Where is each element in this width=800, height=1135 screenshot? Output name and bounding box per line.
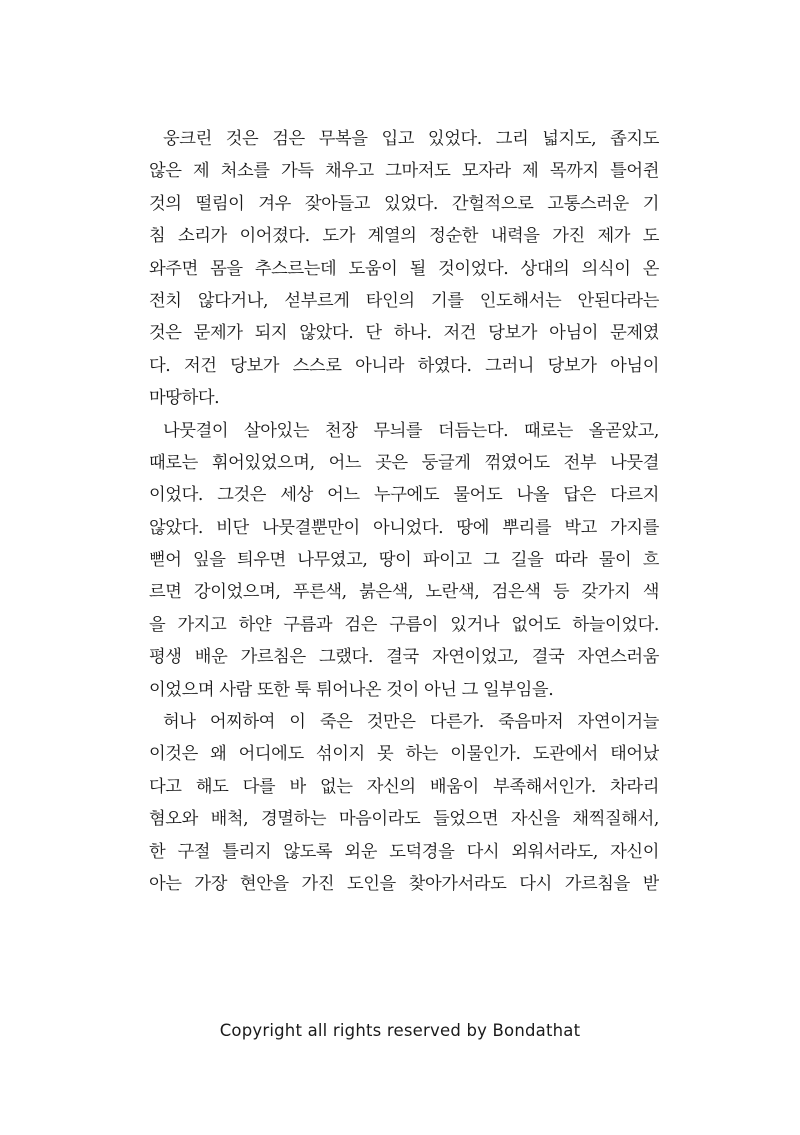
text-line-p3-6: 아는 가장 현안을 가진 도인을 찾아가서라도 다시 가르침을 받: [149, 873, 659, 894]
copyright-footer: Copyright all rights reserved by Bondathat: [219, 1021, 581, 1040]
text-line-p2-9: 이었으며 사람 또한 툭 튀어나온 것이 아닌 그 일부임을.: [149, 679, 554, 700]
text-line-p1-1: 웅크린 것은 검은 무복을 입고 있었다. 그리 넓지도, 좁지도: [163, 129, 659, 149]
text-line-p2-3: 이었다. 그것은 세상 어느 누구에도 물어도 나올 답은 다르지: [149, 485, 659, 506]
text-line-p1-7: 것은 문제가 되지 않았다. 단 하나. 저건 당보가 아님이 문제였: [149, 323, 659, 344]
text-line-p2-2: 때로는 휘어있었으며, 어느 곳은 둥글게 꺾였어도 전부 나뭇결: [149, 452, 659, 473]
text-line-p1-3: 것의 떨림이 겨우 잦아들고 있었다. 간헐적으로 고통스러운 기: [149, 193, 659, 214]
text-line-p3-3: 다고 해도 다를 바 없는 자신의 배움이 부족해서인가. 차라리: [149, 776, 659, 797]
text-line-p1-4: 침 소리가 이어졌다. 도가 계열의 정순한 내력을 가진 제가 도: [149, 226, 659, 247]
text-line-p3-1: 허나 어찌하여 이 죽은 것만은 다른가. 죽음마저 자연이거늘: [163, 712, 659, 733]
text-line-p3-2: 이것은 왜 어디에도 섞이지 못 하는 이물인가. 도관에서 태어났: [149, 744, 659, 765]
text-line-p1-5: 와주면 몸을 추스르는데 도움이 될 것이었다. 상대의 의식이 온: [149, 258, 659, 279]
text-line-p2-8: 평생 배운 가르침은 그랬다. 결국 자연이었고, 결국 자연스러움: [149, 647, 659, 668]
text-line-p1-8: 다. 저건 당보가 스스로 아니라 하였다. 그러니 당보가 아님이: [149, 355, 659, 376]
text-line-p3-4: 혐오와 배척, 경멸하는 마음이라도 들었으면 자신을 채찍질해서,: [149, 809, 659, 830]
text-line-p2-5: 뻗어 잎을 틔우면 나무였고, 땅이 파이고 그 길을 따라 물이 흐: [149, 550, 659, 571]
text-line-p2-6: 르면 강이었으며, 푸른색, 붉은색, 노란색, 검은색 등 갖가지 색: [149, 582, 659, 603]
text-line-p2-7: 을 가지고 하얀 구름과 검은 구름이 있거나 없어도 하늘이었다.: [149, 614, 659, 635]
text-line-p2-4: 않았다. 비단 나뭇결뿐만이 아니었다. 땅에 뿌리를 박고 가지를: [149, 517, 659, 538]
text-line-p1-6: 전치 않다거나, 섣부르게 타인의 기를 인도해서는 안된다라는: [149, 290, 659, 311]
text-line-p1-2: 않은 제 처소를 가득 채우고 그마저도 모자라 제 목까지 틀어쥔: [149, 161, 659, 182]
text-line-p2-1: 나뭇결이 살아있는 천장 무늬를 더듬는다. 때로는 올곧았고,: [163, 420, 659, 441]
text-line-p1-9: 마땅하다.: [149, 388, 220, 409]
body-text: [149, 123, 659, 900]
text-line-p3-5: 한 구절 틀리지 않도록 외운 도덕경을 다시 외워서라도, 자신이: [149, 841, 659, 862]
